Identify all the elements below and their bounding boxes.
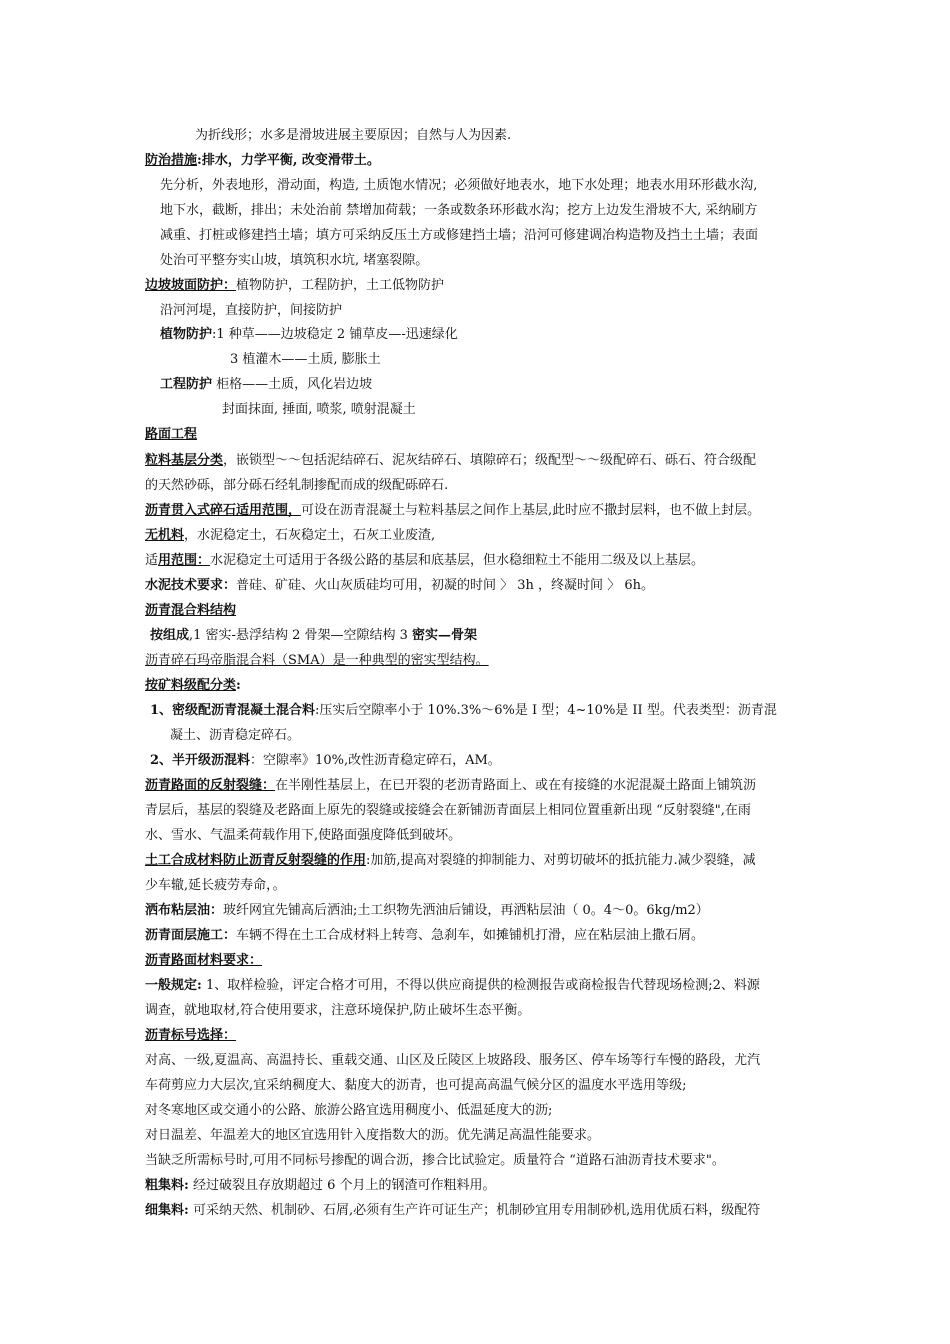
- text-segment: 处治可平整夯实山坡，填筑积水坑, 堵塞裂隙。: [160, 253, 429, 268]
- text-segment: 玻纤网宜先铺高后洒油;土工织物先洒油后铺设，再洒粘层油（ 0。4～0。6kg/m2）: [223, 903, 709, 918]
- text-segment: 边坡坡面防护：: [145, 278, 237, 293]
- text-segment: 植物防护: [160, 327, 213, 342]
- text-segment: 封面抹面, 捶面, 喷浆, 喷射混凝土: [222, 402, 416, 417]
- text-segment: 柜格——土质，风化岩边坡: [212, 377, 373, 392]
- text-segment: 沥青混合料结构: [145, 603, 237, 618]
- text-line: [145, 451, 825, 471]
- text-segment: 密实—骨架: [412, 628, 478, 643]
- text-segment: 沥青标号选择：: [145, 1028, 237, 1043]
- text-line: [145, 1101, 825, 1121]
- text-line: [145, 1176, 825, 1196]
- text-line: [145, 1201, 825, 1221]
- engineering-protection-line: [160, 375, 840, 395]
- text-segment: 无机料: [145, 528, 185, 543]
- text-line: [160, 226, 840, 246]
- text-line: [160, 251, 840, 271]
- text-segment: 地下水，截断，排出；未处治前 禁增加荷载；一条或数条环形截水沟；挖方上边发生滑坡不大, 采纳刷方: [160, 203, 758, 218]
- text-segment: 沥青路面材料要求：: [145, 953, 263, 968]
- text-segment: 凝土、沥青稳定碎石。: [170, 728, 301, 743]
- text-line: [160, 201, 840, 221]
- text-segment: 在半刚性基层上，在已开裂的老沥青路面上、或在有接缝的水泥混凝土路面上铺筑沥: [275, 778, 757, 793]
- text-line: [145, 776, 825, 796]
- text-segment: 车辆不得在土工合成材料上转弯、急刹车，如摊铺机打滑，应在粘层油上撒石屑。: [236, 928, 705, 943]
- text-line: [145, 576, 825, 596]
- text-segment: 适: [145, 553, 159, 568]
- text-line: [150, 626, 830, 646]
- text-line: [195, 126, 875, 146]
- text-segment: 按组成: [150, 628, 190, 643]
- text-segment: 青层后，基层的裂缝及老路面上原先的裂缝或接缝会在新铺沥青面层上相同位置重新出现 “反射裂缝",在雨: [145, 803, 751, 818]
- text-segment: 普硅、矿硅、火山灰质硅均可用，初凝的时间 〉 3h ，终凝时间 〉 6h。: [236, 578, 654, 593]
- text-line: [145, 976, 825, 996]
- text-segment: 当缺乏所需标号时,可用不同标号掺配的调合沥，掺合比试验定。质量符合 “道路石油沥青技术要求"。: [145, 1153, 725, 1168]
- text-segment: 土工合成材料防止沥青反射裂缝的作用: [145, 853, 367, 868]
- text-segment: 可设在沥青混凝土与粒料基层之间作上基层,此时应不撒封层料，也不做上封层。: [301, 503, 761, 518]
- text-segment: 1、密级配沥青混凝土混合料: [150, 703, 316, 718]
- text-line: [145, 1001, 825, 1021]
- text-segment: 沥青面层施工：: [145, 928, 237, 943]
- heading-gradation-classification: [145, 676, 825, 696]
- text-segment: 对冬寒地区或交通小的公路、旅游公路宜选用稠度小、低温延度大的沥;: [145, 1103, 553, 1118]
- text-line: [150, 751, 830, 771]
- text-line: [145, 526, 825, 546]
- text-segment: 沿河河堤，直接防护，间接防护: [160, 303, 343, 318]
- text-line: [230, 350, 910, 370]
- heading-asphalt-mix-structure: [145, 601, 825, 621]
- text-segment: :1 种草——边坡稳定 2 铺草皮—-迅速绿化: [212, 327, 458, 342]
- text-segment: 沥青路面的反射裂缝：: [145, 778, 276, 793]
- text-line: [150, 701, 830, 721]
- text-segment: ,1 密实-悬浮结构 2 骨架—空隙结构 3: [189, 628, 413, 643]
- text-segment: 粗集料:: [145, 1178, 189, 1193]
- text-segment: 对高、一级,夏温高、高温持长、重载交通、山区及丘陵区上坡路段、服务区、停车场等行车慢的路段，尤汽: [145, 1053, 761, 1068]
- text-segment: 车荷剪应力大层次,宜采纳稠度大、黏度大的沥青，也可提高高温气候分区的温度水平选用等级;: [145, 1078, 687, 1093]
- text-line: [160, 301, 840, 321]
- text-line: [145, 651, 825, 671]
- text-segment: 粒料基层分类: [145, 453, 224, 468]
- text-line: [145, 1076, 825, 1096]
- text-segment: 少车辙,延长疲劳寿命，。: [145, 878, 286, 893]
- text-line: [145, 801, 825, 821]
- text-line: [222, 400, 902, 420]
- text-segment: 先分析，外表地形，滑动面，构造, 土质饱水情况；必须做好地表水，地下水处理；地表水用环形截水沟,: [160, 178, 758, 193]
- heading-prevention-measures: [145, 151, 825, 171]
- text-segment: 减重、打桩或修建挡土墙；填方可采纳反压土方或修建挡土墙；沿河可修建调冶构造物及挡土土墙；表面: [160, 228, 759, 243]
- text-segment: 的天然砂砾，部分砾石经轧制掺配而成的级配砾碎石.: [145, 478, 449, 493]
- text-segment: 水泥技术要求：: [145, 578, 237, 593]
- text-line: [145, 901, 825, 921]
- text-segment: 对日温差、年温差大的地区宜选用针入度指数大的沥。优先满足高温性能要求。: [145, 1128, 601, 1143]
- text-segment: :排水，力学平衡, 改变滑带土。: [197, 153, 380, 168]
- text-line: [145, 876, 825, 896]
- text-line: [145, 926, 825, 946]
- text-line: [145, 501, 825, 521]
- heading-pavement-engineering: [145, 425, 825, 445]
- text-segment: 可采纳天然、机制砂、石屑,必须有生产许可证生产；机制砂宜用专用制砂机,选用优质石料，级配符: [188, 1203, 761, 1218]
- text-segment: ，嵌锁型～～包括泥结碎石、泥灰结碎石、填隙碎石；级配型～～级配碎石、砾石、符合级配: [223, 453, 757, 468]
- text-segment: 经过破裂且存放期超过 6 个月上的钢渣可作粗料用。: [188, 1178, 496, 1193]
- heading-asphalt-grade-selection: [145, 1026, 825, 1046]
- text-segment: 洒布粘层油：: [145, 903, 224, 918]
- text-segment: :压实后空隙率小于 10%.3%～6%是 I 型；4~10%是 II 型。代表类型：沥青混: [315, 703, 777, 718]
- text-segment: 水泥稳定土可适用于各级公路的基层和底基层，但水稳细粒土不能用二级及以上基层。: [210, 553, 705, 568]
- text-segment: 一般规定:: [145, 978, 202, 993]
- text-line: [170, 726, 850, 746]
- text-segment: 路面工程: [145, 427, 198, 442]
- text-segment: :加筋,提高对裂缝的抑制能力、对剪切破坏的抵抗能力.减少裂缝，减: [366, 853, 756, 868]
- text-segment: 沥青贯入式碎石适用范围，: [145, 503, 302, 518]
- text-segment: 3 植灌木——土质, 膨胀土: [230, 352, 381, 367]
- text-segment: ：空隙率》10%,改性沥青稳定碎石，AM。: [250, 753, 501, 768]
- text-line: [145, 826, 825, 846]
- text-segment: 工程防护: [160, 377, 213, 392]
- text-segment: 水、雪水、气温柔荷载作用下,使路面强度降低到破坏。: [145, 828, 462, 843]
- text-segment: :: [236, 678, 241, 693]
- text-line: [145, 476, 825, 496]
- plant-protection-line: [160, 325, 840, 345]
- text-line: [145, 551, 825, 571]
- text-line: [145, 1051, 825, 1071]
- text-line: [145, 1126, 825, 1146]
- text-segment: 沥青碎石玛帝脂混合料（SMA）是一种典型的密实型结构。: [145, 653, 489, 668]
- text-segment: 2、半开级沥混料: [150, 753, 251, 768]
- text-line: [145, 1151, 825, 1171]
- heading-material-requirements: [145, 951, 825, 971]
- text-segment: 植物防护，工程防护，土工低物防护: [236, 278, 445, 293]
- text-segment: 调查，就地取材,符合使用要求，注意环境保护,防止破坏生态平衡。: [145, 1003, 531, 1018]
- text-segment: 防治措施: [145, 153, 198, 168]
- text-segment: ，水泥稳定土，石灰稳定土，石灰工业废渣,: [184, 528, 436, 543]
- text-line: [160, 176, 840, 196]
- heading-slope-protection: [145, 276, 825, 296]
- text-segment: 1、取样检验，评定合格才可用，不得以供应商提供的检测报告或商检报告代替现场检测;2、料源: [201, 978, 760, 993]
- text-line: [145, 851, 825, 871]
- text-segment: 为折线形；水多是滑坡进展主要原因；自然与人为因素.: [195, 128, 512, 143]
- text-segment: 细集料:: [145, 1203, 189, 1218]
- text-segment: 用范围：: [158, 553, 211, 568]
- text-segment: 按矿料级配分类: [145, 678, 237, 693]
